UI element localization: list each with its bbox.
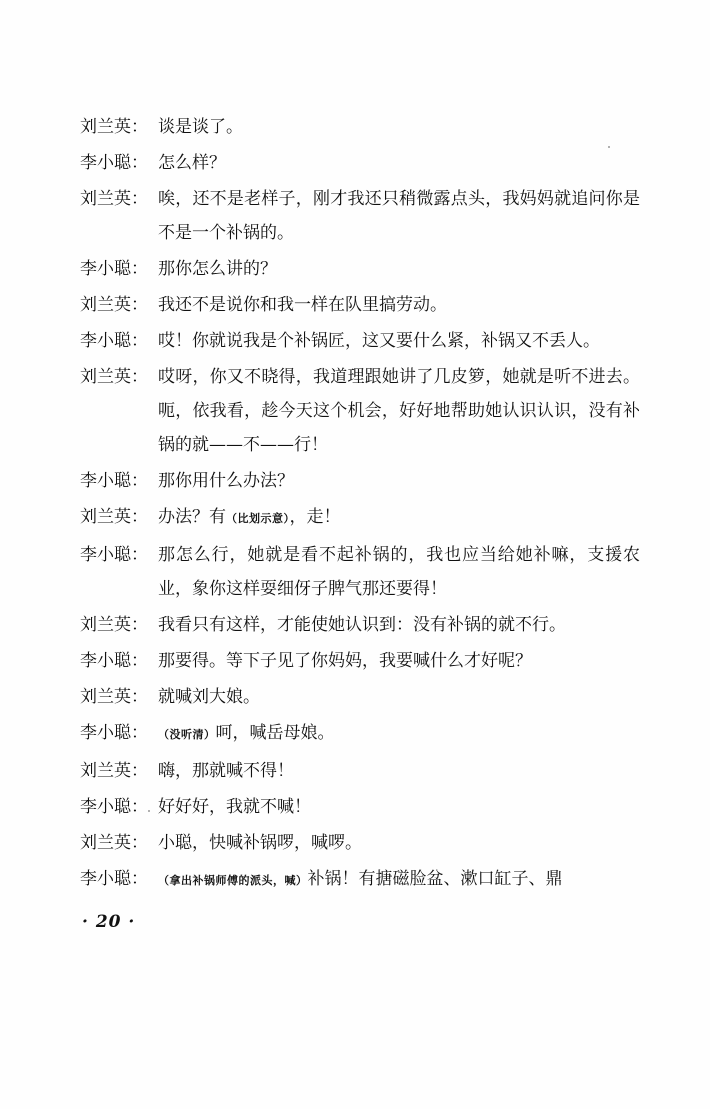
speech-segment: 我还不是说你和我一样在队里搞劳动。 [158, 295, 447, 315]
speech-segment: 嗨，那就喊不得！ [158, 761, 294, 781]
dialogue-line [80, 500, 640, 536]
speech-text [158, 826, 640, 860]
speech-text [158, 500, 640, 536]
speaker-name: 李小聪： [80, 651, 148, 671]
speech-segment: 我看只有这样，才能使她认识到：没有补锅的就不行。 [158, 615, 566, 635]
speaker-name: 李小聪： [80, 331, 148, 351]
speech-text [158, 360, 640, 462]
speech-segment: 谈是谈了。 [158, 117, 243, 137]
speaker-name: 刘兰英： [80, 189, 148, 209]
stage-direction: （没听清） [158, 728, 216, 741]
speech-text [158, 608, 640, 642]
dialogue-line [80, 826, 640, 860]
speech-text [158, 538, 640, 606]
speech-segment: 呵，喊岳母娘。 [215, 723, 335, 743]
stage-direction: （拿出补锅师傅的派头，喊） [158, 874, 308, 887]
speaker-name: 李小聪： [80, 723, 148, 743]
speech-text [158, 324, 640, 358]
speech-text [158, 680, 640, 714]
speaker-name: 李小聪： [80, 869, 148, 889]
speech-text [158, 252, 640, 286]
speaker-name: 李小聪： [80, 153, 148, 173]
dialogue-line [80, 182, 640, 250]
dialogue-line [80, 252, 640, 286]
dialogue-line [80, 644, 640, 678]
speaker-name: 刘兰英： [80, 761, 148, 781]
dialogue-line [80, 790, 640, 824]
script-dialogue [80, 110, 640, 900]
speaker-name: 刘兰英： [80, 295, 148, 315]
dialogue-line [80, 680, 640, 714]
speech-segment: 唉，还不是老样子，刚才我还只稍微露点头，我妈妈就追问你是不是一个补锅的。 [158, 189, 640, 243]
speech-text [158, 464, 640, 498]
speech-segment: 那要得。等下子见了你妈妈，我要喊什么才好呢？ [158, 651, 532, 671]
print-speck [608, 146, 610, 148]
page-number: · 20 · [82, 912, 136, 932]
speech-text [158, 862, 640, 898]
speech-text [158, 288, 640, 322]
dialogue-line [80, 538, 640, 606]
dialogue-line [80, 288, 640, 322]
speech-segment: 哎呀，你又不晓得，我道理跟她讲了几皮箩，她就是听不进去。呃，依我看，趁今天这个机会，好好地帮助她认识认识，没有补锅的就——不——行！ [158, 367, 640, 455]
speech-segment: 那你怎么讲的？ [158, 259, 277, 279]
speech-text [158, 182, 640, 250]
speaker-name: 李小聪： [80, 797, 148, 817]
speaker-name: 刘兰英： [80, 507, 148, 527]
speaker-name: 刘兰英： [80, 833, 148, 853]
dialogue-line [80, 608, 640, 642]
speaker-name: 刘兰英： [80, 117, 148, 137]
dialogue-line [80, 146, 640, 180]
speech-segment: 那怎么行，她就是看不起补锅的，我也应当给她补嘛，支援农业，象你这样耍细伢子脾气那还要得！ [158, 545, 640, 599]
speaker-name: 李小聪： [80, 471, 148, 491]
speech-text [158, 754, 640, 788]
dialogue-line [80, 862, 640, 898]
speech-segment: 好好好，我就不喊！ [158, 797, 311, 817]
speaker-name: 刘兰英： [80, 687, 148, 707]
dialogue-line [80, 754, 640, 788]
speech-segment: 补锅！有搪磁脸盆、漱口缸子、鼎 [307, 869, 563, 889]
speech-text [158, 644, 640, 678]
dialogue-line [80, 110, 640, 144]
speech-segment: ，走！ [289, 507, 341, 527]
dialogue-line [80, 324, 640, 358]
dialogue-line [80, 464, 640, 498]
dialogue-line [80, 716, 640, 752]
speech-text [158, 110, 640, 144]
speech-segment: 怎么样？ [158, 153, 226, 173]
speech-segment: 那你用什么办法？ [158, 471, 294, 491]
speaker-name: 刘兰英： [80, 367, 148, 387]
speech-segment: 小聪，快喊补锅啰，喊啰。 [158, 833, 362, 853]
speech-segment: 就喊刘大娘。 [158, 687, 260, 707]
speaker-name: 李小聪： [80, 545, 148, 565]
speech-segment: 办法？有 [158, 507, 226, 527]
speech-segment: 哎！你就说我是个补锅匠，这又要什么紧，补锅又不丢人。 [158, 331, 600, 351]
print-speck [148, 810, 150, 812]
dialogue-line [80, 360, 640, 462]
speaker-name: 李小聪： [80, 259, 148, 279]
speech-text [158, 790, 640, 824]
speech-text [158, 716, 640, 752]
speaker-name: 刘兰英： [80, 615, 148, 635]
speech-text [158, 146, 640, 180]
stage-direction: （比划示意） [226, 512, 290, 525]
